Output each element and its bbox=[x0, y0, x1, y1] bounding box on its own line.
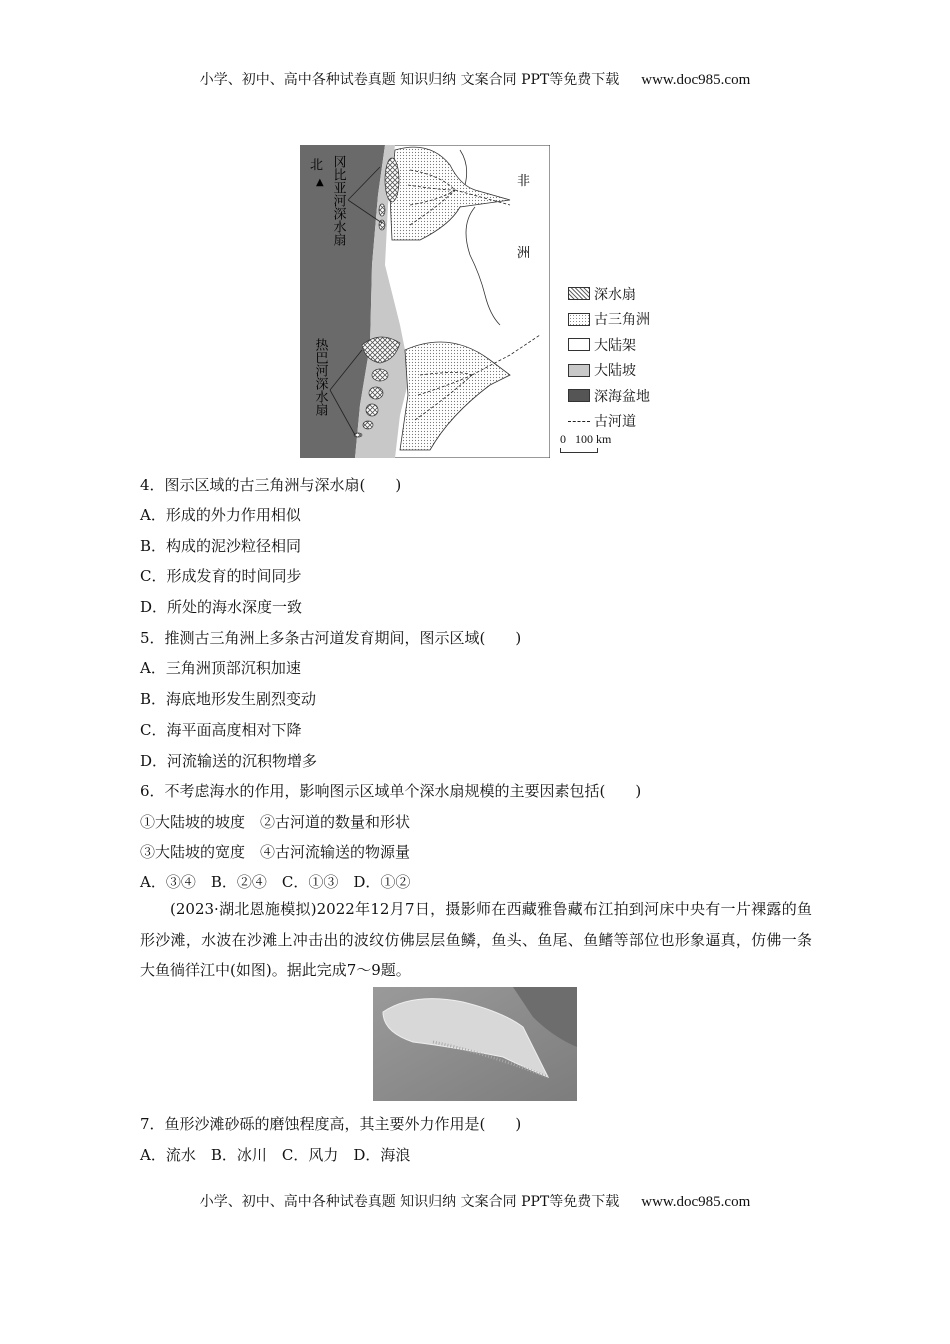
north-arrow-icon: ▲ bbox=[316, 177, 324, 188]
fish-sandbar-photo bbox=[373, 987, 577, 1101]
header-text: 小学、初中、高中各种试卷真题 知识归纳 文案合同 PPT等免费下载 bbox=[199, 72, 620, 88]
q4-option-d: D．所处的海水深度一致 bbox=[140, 598, 303, 616]
footer-text: 小学、初中、高中各种试卷真题 知识归纳 文案合同 PPT等免费下载 bbox=[199, 1194, 620, 1210]
q5-option-d: D．河流输送的沉积物增多 bbox=[140, 752, 318, 770]
q7-stem: 7．鱼形沙滩砂砾的磨蚀程度高，其主要外力作用是( ) bbox=[140, 1115, 522, 1133]
north-label: 北 bbox=[310, 158, 324, 173]
gambia-fan-label: 冈比亚河深水扇 bbox=[330, 155, 346, 246]
header-link[interactable]: www.doc985.com bbox=[641, 72, 751, 88]
q4-option-b: B．构成的泥沙粒径相同 bbox=[140, 537, 302, 555]
q7-options: A．流水 B．冰川 C．风力 D．海浪 bbox=[140, 1146, 411, 1164]
map-scale: 0 100 km bbox=[560, 432, 611, 453]
q5-option-c: C．海平面高度相对下降 bbox=[140, 721, 302, 739]
rebar-fan-label: 热巴河深水扇 bbox=[312, 338, 328, 416]
q4-option-a: A．形成的外力作用相似 bbox=[140, 506, 301, 524]
map-figure bbox=[300, 145, 550, 458]
q4-stem: 4．图示区域的古三角洲与深水扇( ) bbox=[140, 476, 402, 494]
map-legend: 深水扇 古三角洲 大陆架 大陆坡 深海盆地 古河道 bbox=[568, 281, 650, 434]
q6-items-1: ①大陆坡的坡度 ②古河道的数量和形状 bbox=[140, 813, 411, 831]
page-header bbox=[0, 69, 950, 89]
q6-items-2: ③大陆坡的宽度 ④古河流输送的物源量 bbox=[140, 843, 411, 861]
africa-label-2: 洲 bbox=[517, 246, 531, 261]
q6-stem: 6．不考虑海水的作用，影响图示区域单个深水扇规模的主要因素包括( ) bbox=[140, 782, 642, 800]
africa-label-1: 非 bbox=[517, 174, 531, 189]
q5-stem: 5．推测古三角洲上多条古河道发育期间，图示区域( ) bbox=[140, 629, 522, 647]
page-footer bbox=[0, 1191, 950, 1211]
q5-option-a: A．三角洲顶部沉积加速 bbox=[140, 659, 301, 677]
q6-options: A．③④ B．②④ C．①③ D．①② bbox=[140, 873, 411, 891]
passage-7-9: (2023·湖北恩施模拟)2022年12月7日，摄影师在西藏雅鲁藏布江拍到河床中央有一片裸露的鱼形沙滩，水波在沙滩上冲击出的波纹仿佛层层鱼鳞，鱼头、鱼尾、鱼鳍等部位也形象逼真，仿佛一条大鱼徜徉江中(如图)。据此完成7～9题。 bbox=[140, 900, 812, 979]
footer-link[interactable]: www.doc985.com bbox=[641, 1194, 751, 1210]
q4-option-c: C．形成发育的时间同步 bbox=[140, 567, 302, 585]
q5-option-b: B．海底地形发生剧烈变动 bbox=[140, 690, 317, 708]
